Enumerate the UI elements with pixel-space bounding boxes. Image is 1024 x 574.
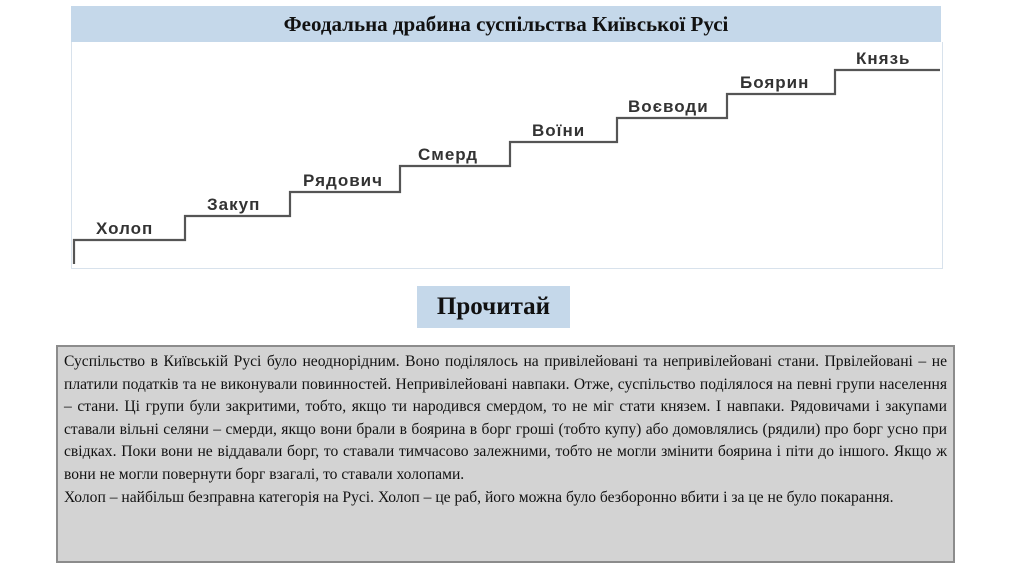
read-label: Прочитай [436,293,551,320]
step-label-smerd: Смерд [418,145,479,164]
step-label-riadovych: Рядович [303,171,383,190]
read-button [417,286,570,328]
slide-title: Феодальна драбина суспільства Київської Русі [283,11,729,36]
step-label-kniaz: Князь [856,49,911,68]
step-label-boiaryn: Боярин [740,73,810,92]
title-bar [71,6,941,42]
paragraph-kholop: Холоп – найбільш безправна категорія на Русі. Холоп – це раб, його можна було безборонно вбити і за це не було покарання. [64,488,894,506]
step-label-zakup: Закуп [207,195,261,214]
ladder-svg [72,42,942,268]
step-label-voiny: Воїни [532,121,586,140]
paragraph-society: Суспільство в Київській Русі було неоднорідним. Воно поділялось на привілейовані та непривілейовані стани. Првілейовані – не платили податків та не виконували повинностей. Непривілейовані навпаки. Отже, суспільство поділялося на певні групи населення – стани. Ці групи були закритими, тобто, якщо ти народився смердом, то не міг стати князем. І навпаки. Рядовичами і закупами ставали вільні селяни – смерди, якщо вони брали в боярина в борг гроші (тобто купу) або домовлялись (рядили) про борг усно при свідках. Поки вони не віддавали борг, то ставали тимчасово залежними, тобто не могли змінити боярина і піти до іншого. Якщо ж вони не могли повернути борг взагалі, то ставали холопами. [64,353,947,483]
step-label-voievody: Воєводи [628,97,709,116]
feudal-ladder-diagram [71,42,943,269]
ladder-staircase-line [74,70,940,264]
description-text-box [56,345,955,563]
step-label-kholop: Холоп [96,219,154,238]
